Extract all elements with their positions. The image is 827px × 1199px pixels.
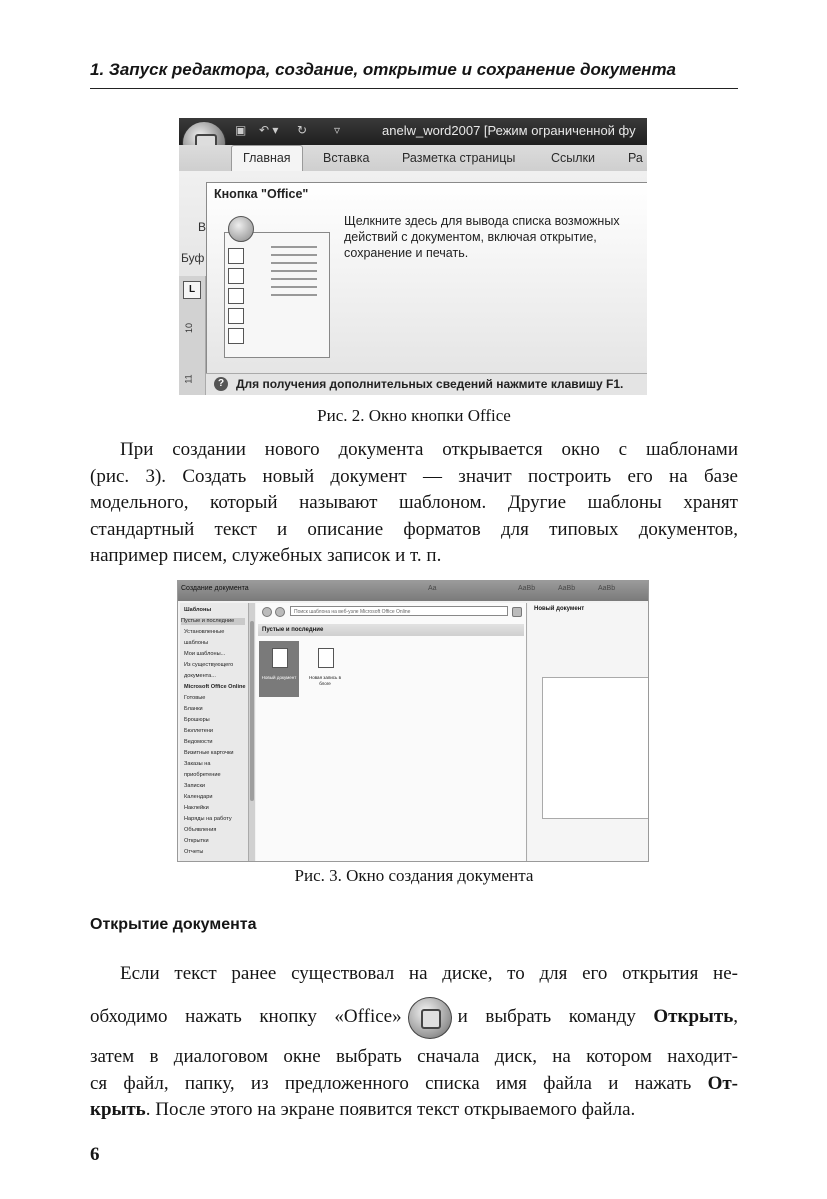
- scroll-thumb[interactable]: [250, 621, 254, 801]
- back-icon[interactable]: [262, 607, 272, 617]
- sidebar-item[interactable]: Наклейки: [184, 805, 209, 811]
- paragraph-opening-line2: обходимо нажать кнопку «Office» и выбрать команду Открыть,: [90, 996, 738, 1038]
- blank-document-icon[interactable]: [272, 648, 288, 668]
- undo-icon[interactable]: ↶ ▾: [259, 123, 279, 137]
- paragraph-opening-rest: [90, 1044, 738, 1124]
- document-preview: [542, 677, 649, 819]
- sidebar-item[interactable]: документа...: [184, 673, 216, 679]
- sidebar-item[interactable]: Отчеты: [184, 849, 204, 855]
- forward-icon[interactable]: [275, 607, 285, 617]
- sidebar-item[interactable]: приобретение: [184, 772, 221, 778]
- tab-stop-box[interactable]: L: [183, 281, 201, 299]
- figure-office-button: [179, 118, 647, 395]
- sidebar-item[interactable]: Записки: [184, 783, 206, 789]
- text-line: затем в диалоговом окне выбрать сначала диск, на котором находит-: [90, 1046, 738, 1067]
- text-line: стандартный текст и описание форматов для типовых документов,: [90, 518, 738, 540]
- sidebar-item[interactable]: Визитные карточки: [184, 750, 234, 756]
- help-text: Для получения дополнительных сведений нажмите клавишу F1.: [236, 377, 624, 391]
- text-line: (рис. 3). Создать новый документ — значит построить его на базе: [90, 465, 738, 487]
- sidebar-item[interactable]: Готовые: [184, 695, 206, 701]
- tooltip-text: Щелкните здесь для вывода списка возможных действий с документом, включая открытие, сохранение и печать.: [344, 214, 620, 260]
- sidebar-item[interactable]: Microsoft Office Online: [184, 684, 246, 690]
- text-line: Если текст ранее существовал на диске, то для его открытия не-: [120, 963, 738, 984]
- preview-title: Новый документ: [534, 606, 585, 612]
- save-as-icon: [228, 308, 244, 324]
- tab-insert[interactable]: Вставка: [323, 151, 370, 165]
- sidebar-item[interactable]: Ведомости: [184, 739, 213, 745]
- page-number: 6: [90, 1144, 100, 1165]
- text-line: . После этого на экране появится текст открываемого файла.: [145, 1099, 636, 1120]
- running-head: 1. Запуск редактора, создание, открытие и сохранение документа: [90, 60, 677, 79]
- tooltip-title: Кнопка "Office": [214, 187, 309, 201]
- clipboard-label: Буф: [181, 251, 205, 265]
- window-title: anelw_word2007 [Режим ограниченной фу: [382, 123, 636, 138]
- dialog-title: Создание документа: [181, 585, 249, 592]
- sidebar-item[interactable]: Календари: [184, 794, 213, 800]
- sidebar-item: Шаблоны: [184, 607, 212, 613]
- section-heading: Открытие документа: [90, 916, 257, 933]
- sidebar-item[interactable]: Открытки: [184, 838, 209, 844]
- save-icon[interactable]: ▣: [235, 123, 247, 137]
- figure-new-document: Создание документа Aa AaBb AaBb AaBb Шаблоны Пустые и последние Установленные шаблоны Мои шаблоны... Из существующего документа... Microsoft Office Online Готовые Бланки Брошюры Бюллетени Ведомости Визитные карточки Заказы на приобретение Записки Календари Наклейки Наряды на работу Объявления Открытки Отчеты Поиск шаблона на веб-узле Microsoft Office Online Пустые и последние Новый документ Новая запись в блоге Новый документ: [177, 580, 649, 862]
- sidebar-item[interactable]: Установленные: [184, 629, 225, 635]
- tab-page-layout[interactable]: Разметка страницы: [402, 151, 516, 165]
- qat-menu-icon[interactable]: ▿: [334, 123, 341, 137]
- sidebar-item[interactable]: Объявления: [184, 827, 217, 833]
- tab-home[interactable]: Главная: [243, 151, 291, 165]
- ruler-number: 10: [184, 322, 195, 334]
- ribbon-letter-left: В: [198, 220, 207, 234]
- sidebar-item[interactable]: Из существующего: [184, 662, 234, 668]
- paragraph-opening: [90, 961, 738, 988]
- figure-2-caption: Рис. 2. Окно кнопки Office: [317, 406, 511, 425]
- gallery-section-title: Пустые и последние: [258, 624, 524, 636]
- tab-mailings[interactable]: Ра: [628, 151, 643, 165]
- help-icon: ?: [214, 377, 228, 391]
- bold-command: крыть: [90, 1099, 146, 1120]
- sidebar-item[interactable]: Мои шаблоны...: [184, 651, 226, 657]
- text-line: обходимо нажать кнопку «Office»: [90, 1006, 402, 1027]
- mini-office-icon: [228, 216, 254, 242]
- sidebar-item[interactable]: Заказы на: [184, 761, 211, 767]
- text-line: модельного, который называют шаблоном. Другие шаблоны хранят: [90, 492, 738, 513]
- sidebar-item[interactable]: шаблоны: [184, 640, 209, 646]
- search-go-icon[interactable]: [512, 607, 522, 617]
- ruler-number: 11: [183, 374, 194, 384]
- tile-label: Новая запись в блоге: [308, 675, 342, 686]
- blog-post-icon[interactable]: [318, 648, 334, 668]
- tab-references[interactable]: Ссылки: [551, 151, 596, 165]
- new-doc-icon: [228, 248, 244, 264]
- header-rule: [90, 88, 738, 89]
- open-folder-icon: [228, 268, 244, 284]
- tile-label: Новый документ: [261, 675, 297, 680]
- save-disk-icon: [228, 288, 244, 304]
- sidebar-item[interactable]: Брошюры: [184, 717, 210, 723]
- text-line: ся файл, папку, из предложенного списка имя файла и нажать: [90, 1072, 692, 1094]
- sidebar-item[interactable]: Наряды на работу: [184, 816, 232, 822]
- template-search-input[interactable]: Поиск шаблона на веб-узле Microsoft Office Online: [290, 606, 508, 616]
- bold-command: От-: [707, 1072, 739, 1094]
- sidebar-item[interactable]: Бланки: [184, 706, 203, 712]
- sidebar-item[interactable]: Бюллетени: [184, 728, 214, 734]
- paragraph-templates: [90, 437, 738, 570]
- figure-3-caption: Рис. 3. Окно создания документа: [294, 866, 534, 885]
- sidebar-item[interactable]: Пустые и последние: [181, 618, 245, 625]
- text-line: При создании нового документа открывается окно с шаблонами: [120, 439, 738, 460]
- text-line: например писем, служебных записок и т. п.: [90, 545, 442, 566]
- text-line: и выбрать команду: [457, 1006, 636, 1027]
- office-button-icon: [408, 997, 452, 1039]
- redo-icon[interactable]: ↻: [297, 123, 308, 137]
- bold-command: Открыть: [653, 1006, 734, 1027]
- print-icon: [228, 328, 244, 344]
